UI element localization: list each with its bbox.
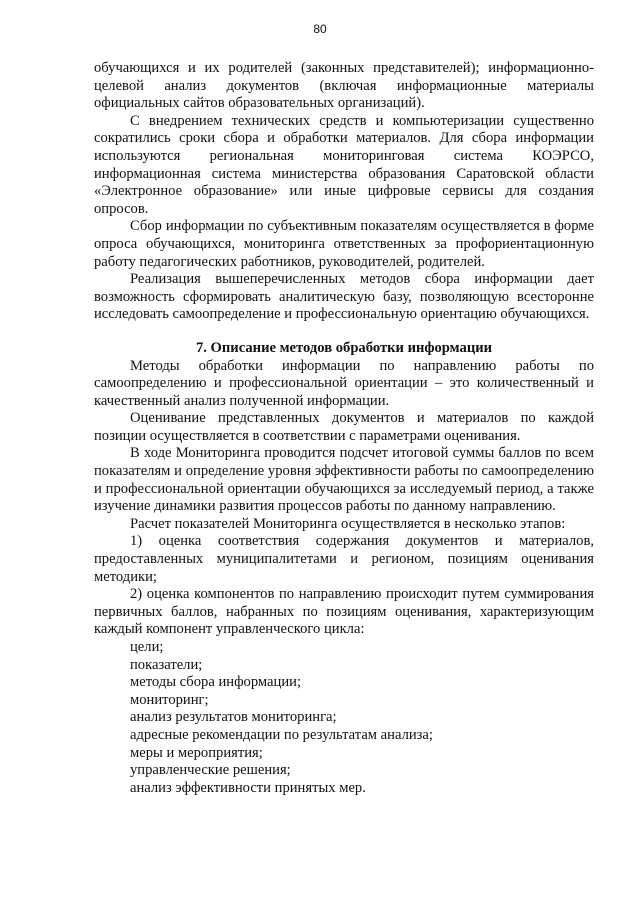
list-item: мониторинг; xyxy=(130,691,209,708)
list-item: показатели; xyxy=(130,656,203,673)
section-heading: 7. Описание методов обработки информации xyxy=(195,339,493,356)
list-item: цели; xyxy=(130,639,164,655)
list-item: методы сбора информации; xyxy=(130,674,301,691)
paragraph-stage-2: 2) оценка компонентов по направлению происходит путем суммирования первичных баллов, набранных по позициям оценивания, характеризующим каждый компонент управленческого цикла: xyxy=(94,586,594,638)
list-item: меры и мероприятия; xyxy=(130,744,263,761)
paragraph-technical-means: С внедрением технических средств и компьютеризации существенно сократились сроки сбора и обработки материалов. Для сбора информации используются региональная мониторинговая система КОЭРСО, информационная система министерства образования Саратовской области «Электронное образование» или иные цифровые сервисы для создания опросов. xyxy=(94,112,594,217)
list-item: анализ результатов мониторинга; xyxy=(130,709,337,726)
list-item: анализ эффективности принятых мер. xyxy=(130,779,366,796)
paragraph-calculation-stages: Расчет показателей Мониторинга осуществляется в несколько этапов: xyxy=(130,515,566,532)
paragraph-continuation: обучающихся и их родителей (законных представителей); информационно-целевой анализ документов (включая информационные материалы официальных сайтов образовательных организаций). xyxy=(94,60,594,112)
paragraph-processing-methods: Методы обработки информации по направлению работы по самоопределению и профессиональной ориентации – это количественный и качественный анализ полученной информации. xyxy=(94,357,594,409)
cycle-components-list xyxy=(94,639,594,797)
list-item: управленческие решения; xyxy=(130,762,291,779)
paragraph-analytical-base: Реализация вышеперечисленных методов сбора информации дает возможность сформировать аналитическую базу, позволяющую всесторонне исследовать самоопределение и профессиональную ориентацию обучающихся. xyxy=(94,271,594,323)
page-number: 80 xyxy=(313,22,327,36)
paragraph-evaluation: Оценивание представленных документов и материалов по каждой позиции осуществляется в соответствии с параметрами оценивания. xyxy=(94,410,594,444)
paragraph-monitoring-scoring: В ходе Мониторинга проводится подсчет итоговой суммы баллов по всем показателям и определение уровня эффективности работы по самоопределению и профессиональной ориентации обучающихся за исследуемый период, а также изучение динамики развития процессов работы по данному направлению. xyxy=(94,445,594,515)
paragraph-subjective-indicators: Сбор информации по субъективным показателям осуществляется в форме опроса обучающихся, мониторинга ответственных за профориентационную работу педагогических работников, руководителей, родителей. xyxy=(94,218,594,270)
document-body xyxy=(94,60,594,797)
list-item: адресные рекомендации по результатам анализа; xyxy=(130,726,433,743)
paragraph-stage-1: 1) оценка соответствия содержания документов и материалов, предоставленных муниципалитетами и регионом, позициям оценивания методики; xyxy=(94,533,594,585)
